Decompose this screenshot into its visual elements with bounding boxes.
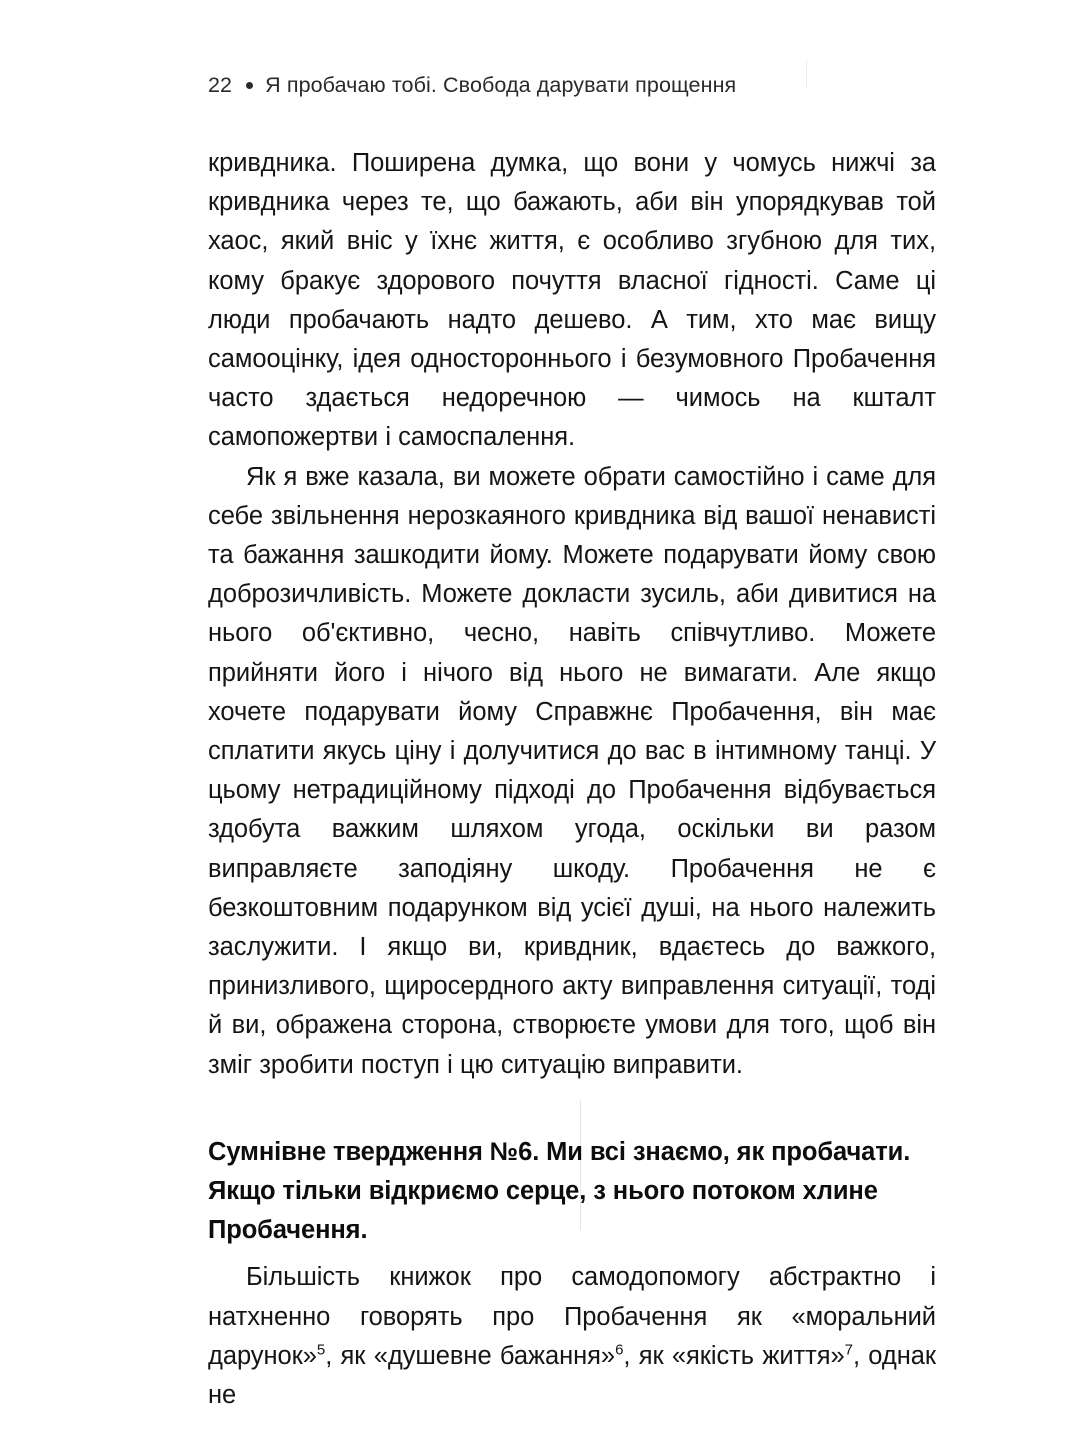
footnote-marker-7: 7 xyxy=(844,1341,853,1359)
claim-heading: Сумнівне твердження №6. Ми всі знаємо, як пробачати. Якщо тільки відкриємо серце, з нього потоком хлине Пробачення. xyxy=(208,1137,911,1245)
bullet-dot-icon xyxy=(246,82,253,89)
paragraph-two: Як я вже казала, ви можете обрати самостійно і саме для себе звільнення нерозкаяного кривдника від вашої ненависті та бажання зашкодити йому. Можете подарувати йому свою доброзичливість. Можете докласти зусиль, аби дивитися на нього об'єктивно, чесно, навіть співчутливо. Можете прийняти його і нічого від нього не вимагати. Але якщо хочете подарувати йому Справжнє Пробачення, він має сплатити якусь ціну і долучитися до вас в інтимному танці. У цьому нетрадиційному підході до Пробачення відбувається здобута важким шляхом угода, оскільки ви разом виправляєте заподіяну шкоду. Пробачення не є безкоштовним подарунком від усієї душі, на нього належить заслужити. І якщо ви, кривдник, вдаєтесь до важкого, принизливого, щиросердного акту виправлення ситуації, тоді й ви, ображена сторона, створюєте умови для того, щоб він зміг зробити поступ і цю ситуацію виправити. xyxy=(208,462,936,1079)
paragraph-three-segment-4: , однак не xyxy=(208,1341,936,1410)
running-head xyxy=(208,70,936,100)
paragraph-three xyxy=(208,1258,936,1415)
page-number: 22 xyxy=(208,72,233,97)
paragraph-three-segment-3: , як «якість життя» xyxy=(623,1341,845,1370)
body-text-block xyxy=(208,144,936,1415)
footnote-marker-5: 5 xyxy=(316,1341,326,1359)
spacer-after-claim xyxy=(208,1250,936,1258)
running-head-title: Я пробачаю тобі. Свобода дарувати прощення xyxy=(265,72,737,97)
paragraph-continued: кривдника. Поширена думка, що вони у чомусь нижчі за кривдника через те, що бажають, аби він упорядкував той хаос, який вніс у їхнє життя, є особливо згубною для тих, кому бракує здорового почуття власної гідності. Саме ці люди пробачають надто дешево. А тим, хто має вищу самооцінку, ідея одностороннього і безумовного Пробачення часто здається недоречною — чимось на кшталт самопожертви і самоспалення. xyxy=(208,149,936,452)
text-column xyxy=(208,70,936,1415)
paragraph-three-segment-1: Більшість книжок про самодопомогу абстрактно і натхненно говорять про Пробачення як «моральний дарунок» xyxy=(208,1263,936,1370)
paragraph-three-segment-2: , як «душевне бажання» xyxy=(325,1341,616,1370)
spacer-before-claim xyxy=(208,1085,936,1133)
footnote-marker-6: 6 xyxy=(615,1341,624,1359)
